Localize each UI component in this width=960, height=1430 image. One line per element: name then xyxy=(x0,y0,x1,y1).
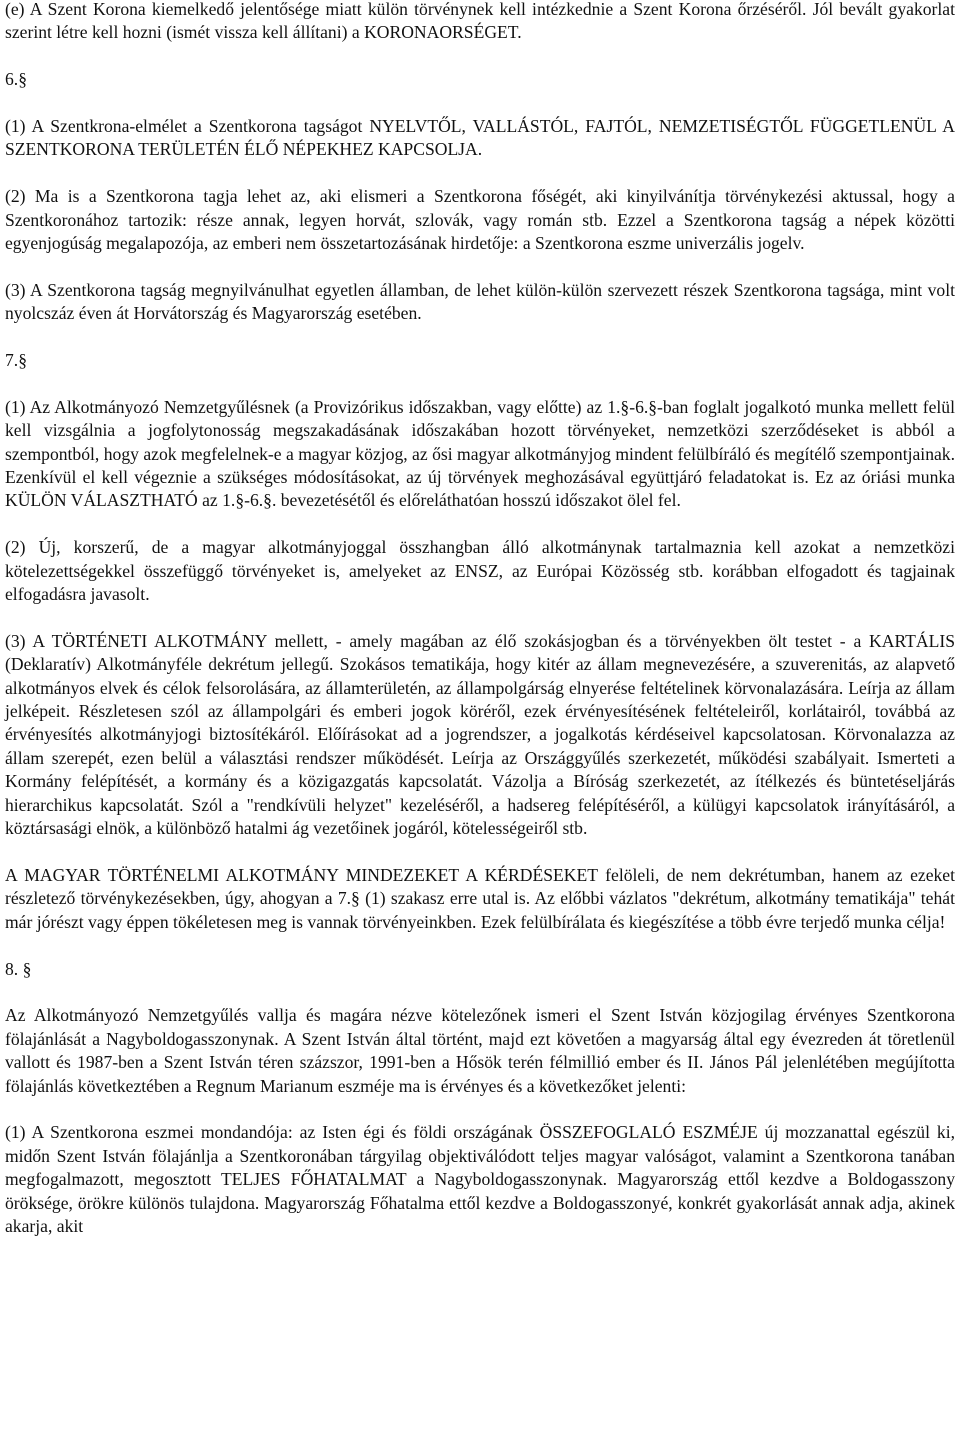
paragraph-magyar-torteneti-alkotmany: A MAGYAR TÖRTÉNELMI ALKOTMÁNY MINDEZEKET A KÉRDÉSEKET felöleli, de nem dekrétumban, hanem az ezeket részletező törvénykezésekben, úgy, ahogyan a 7.§ (1) szakasz erre utal is. Az előbbi vázlatos "dekrétum, alkotmány tematikája" tehát már jórészt vagy éppen tökéletesen meg is vannak törvényeinkben. Ezek felülbírálata és kiegészítése a több évre terjedő munka célja! xyxy=(5,864,955,932)
paragraph-8-intro: Az Alkotmányozó Nemzetgyűlés vallja és magára nézve kötelezőnek ismeri el Szent István közjogilag érvényes Szentkorona fölajánlását a Nagyboldogasszonynak. A Szent István által történt, majd ezt követően a magyarság által egy évezreden át töretlenül vallott és 1987-ben a Szent István téren százszor, 1991-ben a Hősök terén félmillió ember és II. János Pál jelenlétében megújította fölajánlás következtében a Regnum Marianum eszméje ma is érvényes és a következőket jelenti: xyxy=(5,1005,955,1096)
paragraph-e-szent-korona-orzes: (e) A Szent Korona kiemelkedő jelentősége miatt külön törvénynek kell intézkednie a Szent Korona őrzéséről. Jól bevált gyakorlat szerint létre kell hozni (ismét vissza kell állítani) a KORONAORSÉGET. xyxy=(5,0,955,43)
section-number: 6. xyxy=(5,69,19,90)
section-heading-7 xyxy=(5,349,955,372)
section-heading-8 xyxy=(5,958,955,981)
section-symbol: § xyxy=(18,958,32,979)
section-number: 8. xyxy=(5,958,19,979)
document-page xyxy=(5,0,955,1238)
paragraph-6-3: (3) A Szentkorona tagság megnyilvánulhat egyetlen államban, de lehet külön-külön szervezett részek Szentkorona tagsága, mint volt nyolcszáz éven át Horvátország és Magyarország esetében. xyxy=(5,279,955,324)
section-number: 7. xyxy=(5,350,19,371)
paragraph-7-2: (2) Új, korszerű, de a magyar alkotmányjoggal összhangban álló alkotmánynak tartalmaznia kell azokat a nemzetközi kötelezettségekkel összefüggő törvényeket is, amelyeket az ENSZ, az Európai Közösség stb. korábban elfogadott és tagjainak elfogadásra javasolt. xyxy=(5,537,955,605)
paragraph-6-2: (2) Ma is a Szentkorona tagja lehet az, aki elismeri a Szentkorona főségét, aki kinyilvánítja törvénykezési aktussal, hogy a Szentkoronához tartozik: része annak, legyen horvát, szlovák, vagy román stb. Ezzel a Szentkorona tagság a népek közötti egyenjogúság megalapozója, az emberi nem összetartozásának hirdetője: a Szentkorona eszme univerzális jogelv. xyxy=(5,186,955,254)
paragraph-8-1: (1) A Szentkorona eszmei mondandója: az Isten égi és földi országának ÖSSZEFOGLALÓ ESZMÉJE új mozzanattal egészül ki, midőn Szent István fölajánlja a Szentkoronában tárgyilag objektiválódott teljes magyar valóságot, valamint a Szentkorona tanában megfogalmazott, megosztott TELJES FŐHATALMAT a Nagyboldogasszonynak. Magyarország ettől kezdve a Boldogasszony öröksége, örökre különös tulajdona. Magyarország Főhatalma ettől kezdve a Boldogasszonyé, konkrét gyakorlását annak adja, akinek akarja, akit xyxy=(5,1122,955,1236)
section-symbol: § xyxy=(18,350,27,371)
section-symbol: § xyxy=(18,69,27,90)
section-heading-6 xyxy=(5,68,955,91)
paragraph-7-3: (3) A TÖRTÉNETI ALKOTMÁNY mellett, - amely magában az élő szokásjogban és a törvényekben ölt testet - a KARTÁLIS (Deklaratív) Alkotmányféle dekrétum jellegű. Szokásos tematikája, hogy kitér az állam megnevezésére, a szuverenitás, az alapvető alkotmányos elvek és célok felsorolására, az államterületén, az állampolgárság elnyerése feltételinek körvonalazására. Leírja az állam jelképeit. Részletesen szól az állampolgári és emberi jogok köréről, ezek érvényesítésének feltételeiről, korlátairól, továbbá az érvényesítés alkotmányjogi biztosítékáról. Előírásokat ad a jogrendszer, a jogalkotás kérdéseivel kapcsolatosan. Körvonalazza az állam szerepét, ezen belül a választási rendszer működését. Leírja az Országgyűlés szerkezetét, működési szabályait. Ismerteti a Kormány felépítését, a kormány és a közigazgatás kapcsolatát. Vázolja a Bíróság szerkezetét, az ítélkezés és büntetéseljárás hierarchikus kapcsolatát. Szól a "rendkívüli helyzet" kezeléséről, a hadsereg felépítéséről, a külügyi kapcsolatok irányításáról, a köztársasági elnök, a különböző hatalmi ág vezetőinek jogáról, kötelességeiről stb. xyxy=(5,630,955,839)
paragraph-7-1: (1) Az Alkotmányozó Nemzetgyűlésnek (a Provizórikus időszakban, vagy előtte) az 1.§-6.§-ban foglalt jogalkotó munka mellett felül kell vizsgálnia a jogfolytonosság megszakadásának időszakában hozott törvényeket, nemzetközi szerződéseket is abból a szempontból, hogy azok megfelelnek-e a magyar közjog, az ősi magyar alkotmányjog mindent felülbíráló és megítélő szempontjainak. Ezenkívül el kell végeznie a szükséges módosításokat, az új törvények meghozásával együttjáró feladatokat is. Ez az óriási munka KÜLÖN VÁLASZTHATÓ az 1.§-6.§. bevezetésétől és előreláthatóan hosszú időszakot ölel fel. xyxy=(5,396,955,511)
paragraph-6-1: (1) A Szentkrona-elmélet a Szentkorona tagságot NYELVTŐL, VALLÁSTÓL, FAJTÓL, NEMZETISÉGTŐL FÜGGETLENÜL A SZENTKORONA TERÜLETÉN ÉLŐ NÉPEKHEZ KAPCSOLJA. xyxy=(5,116,955,160)
